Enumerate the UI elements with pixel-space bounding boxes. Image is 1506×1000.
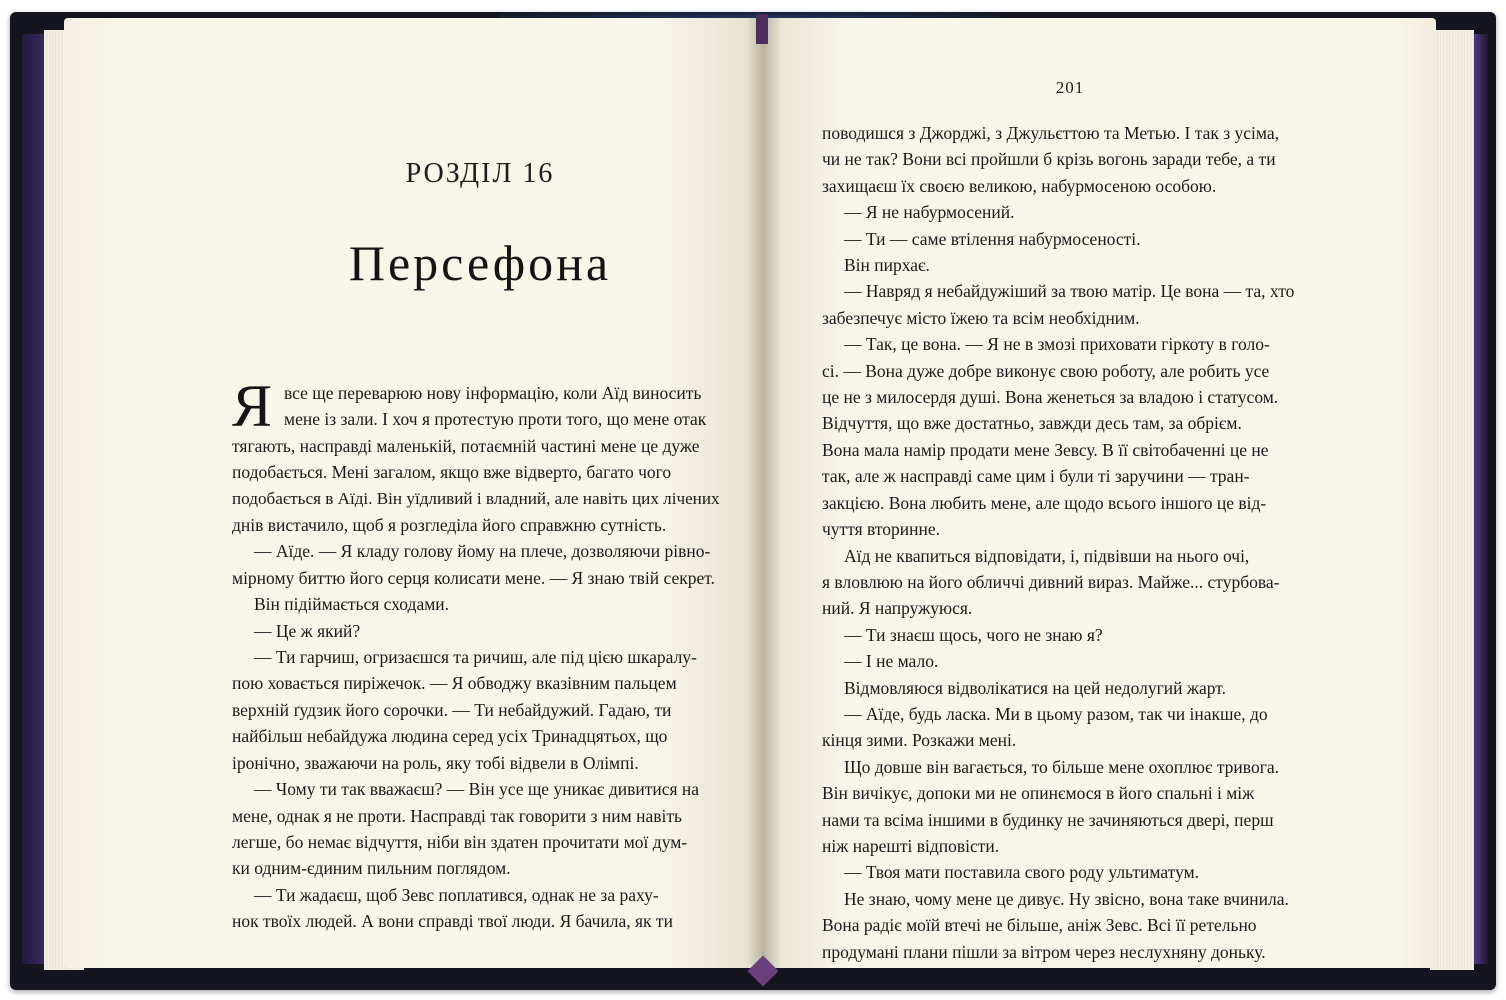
left-page-body-text: [232, 373, 720, 935]
text-line: — Це ж який?: [254, 620, 361, 641]
text-line: днів вистачило, щоб я розгледіла його справжню сутність.: [232, 515, 667, 536]
text-line: Не знаю, чому мене це дивує. Ну звісно, вона таке вчинила.: [844, 888, 1289, 909]
text-line: — Ти жадаєш, щоб Зевс поплатився, однак не за раху-: [254, 884, 659, 905]
text-line: це не з милосердя душі. Вона женеться за владою і статусом.: [822, 387, 1279, 408]
text-line: мене із зали. І хоч я протестую проти того, що мене отак: [284, 409, 707, 430]
text-line: ний. Я напружуюся.: [822, 598, 973, 619]
text-line: Він підіймається сходами.: [254, 594, 450, 615]
bookmark-ribbon: [756, 14, 768, 44]
drop-cap: Я: [232, 373, 273, 439]
text-line: тягають, насправді маленькій, потаємній частині мене це дуже: [232, 435, 700, 456]
text-line: так, але ж насправді саме цим і були ті заручини — тран-: [822, 466, 1250, 487]
text-line: легше, бо немає відчуття, ніби він здатен прочитати мої дум-: [232, 831, 688, 852]
text-line: продумані плани пішли за вітром через неслухняну доньку.: [822, 941, 1266, 962]
text-line: Що довше він вагається, то більше мене охоплює тривога.: [844, 756, 1280, 777]
text-line: — Ти — саме втілення набурмосеності.: [844, 228, 1141, 249]
text-line: чи не так? Вони всі пройшли б крізь вогонь заради тебе, а ти: [822, 149, 1276, 170]
text-line: нами та всіма іншими в будинку не зачиняються двері, перш: [822, 809, 1274, 830]
text-line: — Навряд я небайдужіший за твою матір. Це вона — та, хто: [844, 281, 1295, 302]
text-line: подобається в Аїді. Він уїдливий і владний, але навіть цих лічених: [232, 488, 720, 508]
text-line: — Ти гарчиш, огризаєшся та ричиш, але під цією шкаралу-: [254, 647, 697, 668]
text-line: мене, однак я не проти. Насправді так говорити з ним навіть: [232, 805, 682, 826]
page-number: 201: [1055, 78, 1085, 97]
right-page-body-text: [822, 120, 1312, 965]
text-line: закцією. Вона любить мене, але щодо всього іншого це від-: [822, 492, 1267, 513]
text-line: найбільш небайдужа людина серед усіх Тринадцятьох, що: [232, 726, 668, 747]
text-line: мірному биттю його серця колисати мене. — Я знаю твій секрет.: [232, 567, 715, 588]
text-line: нок твоїх людей. А вони справді твої люди. Я бачила, як ти: [232, 911, 673, 932]
text-line: — Чому ти так вважаєш? — Він усе ще уникає дивитися на: [254, 779, 700, 800]
text-line: — Аїде, будь ласка. Ми в цьому разом, так чи інакше, до: [844, 703, 1268, 724]
text-line: поводишся з Джорджі, з Джульєттою та Метью. І так з усіма,: [822, 123, 1280, 143]
book-gutter: [748, 18, 780, 968]
text-line: сі. — Вона дуже добре виконує свою роботу, але робить усе: [822, 360, 1270, 381]
text-line: кінця зими. Розкажи мені.: [822, 730, 1017, 751]
chapter-title: Персефона: [348, 235, 612, 291]
text-line: Аїд не квапиться відповідати, і, підвівши на нього очі,: [844, 545, 1250, 566]
text-line: ніж нарешті відповісти.: [822, 835, 1000, 856]
chapter-label: РОЗДІЛ 16: [405, 158, 555, 189]
text-line: Він вичікує, допоки ми не опинємося в його спальні і між: [822, 783, 1255, 804]
text-line: все ще переварюю нову інформацію, коли Аїд виносить: [284, 383, 702, 403]
text-line: ки одним-єдиним пильним поглядом.: [232, 858, 511, 879]
text-line: Вона радіє моїй втечі не більше, аніж Зевс. Всі її ретельно: [822, 915, 1257, 936]
text-line: пою ховається пиріжечок. — Я обводжу вказівним пальцем: [232, 673, 677, 694]
text-line: захищаєш їх своєю великою, набурмосеною особою.: [822, 175, 1217, 196]
text-line: чуття вторинне.: [822, 519, 941, 540]
text-line: — Твоя мати поставила свого роду ультиматум.: [844, 862, 1200, 883]
text-line: — Я не набурмосений.: [844, 202, 1015, 223]
text-line: Відмовляюся відволікатися на цей недолугий жарт.: [844, 677, 1226, 698]
text-line: — Аїде. — Я кладу голову йому на плече, дозволяючи рівно-: [254, 541, 711, 562]
text-line: — Так, це вона. — Я не в змозі приховати гіркоту в голо-: [844, 334, 1270, 355]
text-line: — І не мало.: [844, 651, 939, 672]
text-line: Вона мала намір продати мене Зевсу. В її світобаченні це не: [822, 439, 1269, 460]
text-line: Він пирхає.: [844, 255, 930, 276]
text-line: верхній ґудзик його сорочки. — Ти небайдужий. Гадаю, ти: [232, 699, 672, 720]
text-line: іронічно, зважаючи на роль, яку тобі відвели в Олімпі.: [232, 752, 639, 773]
text-line: Відчуття, що вже достатньо, завжди десь там, за обрієм.: [822, 413, 1242, 434]
text-line: подобається. Мені загалом, якщо вже відверто, багато чого: [232, 462, 672, 483]
text-line: забезпечує місто їжею та всім необхідним.: [822, 307, 1140, 328]
page-stack-right: [1430, 30, 1474, 970]
text-line: — Ти знаєш щось, чого не знаю я?: [844, 624, 1103, 645]
text-line: я вловлюю на його обличчі дивний вираз. Майже... стурбова-: [822, 571, 1280, 592]
